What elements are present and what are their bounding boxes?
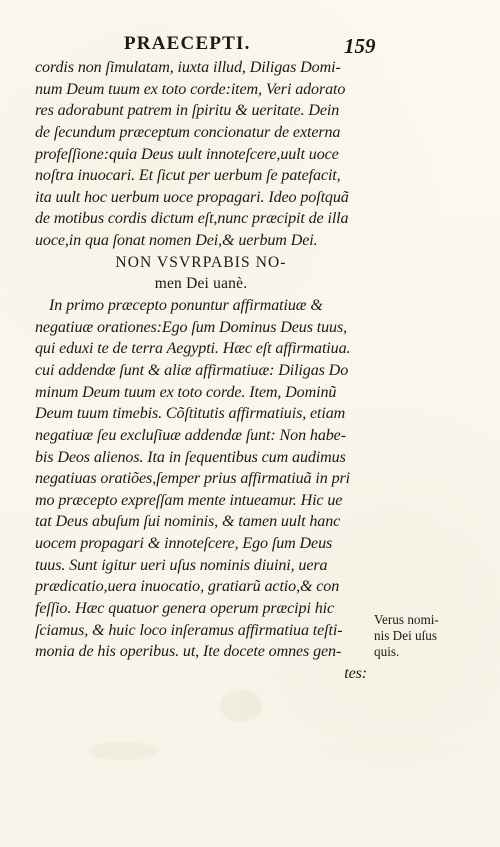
- running-head: PRAECEPTI.: [124, 33, 251, 54]
- text-line: cordis non ſimulatam, iuxta illud, Diligas Domi-: [35, 59, 341, 76]
- text-line: In primo præcepto ponuntur affirmatiuæ &: [49, 297, 323, 315]
- text-line: de motibus cordis dictum eſt,nunc præcipit de illa: [35, 210, 349, 228]
- text-line: res adorabunt patrem in ſpiritu & ueritate. Dein: [35, 102, 340, 120]
- text-line: negatiuæ orationes:Ego ſum Dominus Deus tuus,: [35, 318, 347, 336]
- commandment-heading: NON VSVRPABIS NO-: [115, 253, 287, 271]
- text-line: prædicatio,uera inuocatio, gratiarũ actio,& con: [35, 578, 340, 596]
- paper-stain: [220, 690, 262, 722]
- text-line: feſſio. Hæc quatuor genera operum præcipi hic: [35, 600, 335, 618]
- text-line: cui addendæ ſunt & aliæ affirmatiuæ: Diligas Do: [35, 361, 349, 379]
- text-line: ita uult hoc uerbum uoce propagari. Ideo poſtquã: [35, 188, 349, 206]
- text-line: qui eduxi te de terra Aegypti. Hæc eſt affirmatiua.: [35, 340, 351, 358]
- text-line: profeſſione:quia Deus uult innoteſcere,uult uoce: [35, 145, 339, 163]
- text-line: minum Deum tuum ex toto corde. Item, Dominũ: [35, 383, 337, 401]
- text-line: negatiuas oratiões,ſemper prius affirmatiuã in pri: [35, 470, 350, 488]
- main-text: [35, 57, 367, 685]
- text-line: Deum tuum timebis. Cõſtitutis affirmatiuis, etiam: [35, 405, 346, 423]
- paper-stain: [88, 742, 158, 760]
- text-line: num Deum tuum ex toto corde:item, Veri adorato: [35, 80, 346, 98]
- text-line: uoce,in qua ſonat nomen Dei,& uerbum Dei.: [35, 232, 318, 250]
- text-line: mo præcepto expreſſam mente intueamur. Hic ue: [35, 491, 343, 509]
- text-line: tuus. Sunt igitur ueri uſus nominis diuini, uera: [35, 556, 328, 574]
- page-number: 159: [344, 34, 376, 58]
- text-line: tat Deus abuſum ſui nominis, & tamen uult hanc: [35, 513, 341, 531]
- marginal-note: [374, 612, 470, 660]
- text-line: monia de his operibus. ut, Ite docete omnes gen-: [35, 643, 342, 661]
- text-line: de ſecundum præceptum concionatur de externa: [35, 123, 341, 141]
- marginal-note-line: quis.: [374, 644, 400, 659]
- text-line: uocem propagari & innoteſcere, Ego ſum Deus: [35, 535, 333, 553]
- text-line: ſciamus, & huic loco inſeramus affirmatiua teſti-: [35, 621, 343, 639]
- marginal-note-line: nis Dei uſus: [374, 628, 438, 643]
- marginal-note-line: Verus nomi-: [374, 612, 439, 627]
- page-header: [0, 33, 500, 57]
- commandment-heading-continuation: men Dei uanè.: [154, 275, 248, 293]
- text-line: negatiuæ ſeu excluſiuæ addendæ ſunt: Non habe-: [35, 426, 346, 444]
- text-line: noſtra inuocari. Et ſicut per uerbum ſe patefacit,: [35, 167, 341, 185]
- text-line: tes:: [344, 664, 367, 682]
- text-line: bis Deos alienos. Ita in ſequentibus cum audimus: [35, 448, 346, 466]
